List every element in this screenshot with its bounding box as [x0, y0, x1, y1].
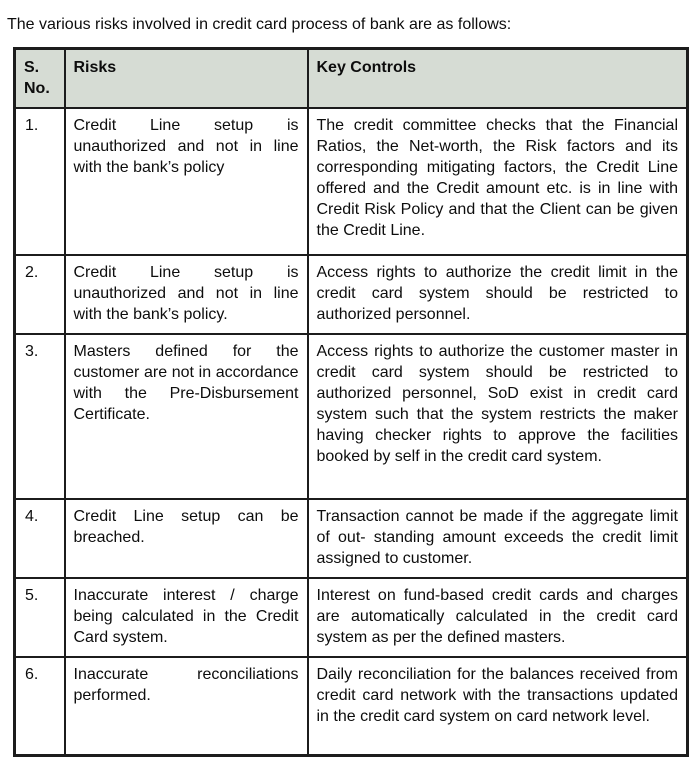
cell-key-control: Access rights to authorize the credit limit in the credit card system should be restricted to authorized personnel. [308, 255, 688, 334]
header-cell-sno: S. No. [15, 49, 65, 109]
cell-key-control: Interest on fund-based credit cards and charges are automatically calculated in the credit card system as per the defined masters. [308, 578, 688, 657]
table-row [15, 499, 688, 578]
cell-risk: Credit Line setup is unauthorized and not in line with the bank’s policy [65, 108, 308, 255]
cell-sno: 4. [15, 499, 65, 578]
cell-key-control: Transaction cannot be made if the aggregate limit of out- standing amount exceeds the credit limit assigned to customer. [308, 499, 688, 578]
cell-sno: 2. [15, 255, 65, 334]
header-cell-risks: Risks [65, 49, 308, 109]
table-row [15, 334, 688, 499]
cell-sno: 3. [15, 334, 65, 499]
cell-risk: Inaccurate reconciliations performed. [65, 657, 308, 755]
cell-risk: Masters defined for the customer are not in accordance with the Pre-Disbursement Certificate. [65, 334, 308, 499]
cell-risk: Credit Line setup is unauthorized and not in line with the bank’s policy. [65, 255, 308, 334]
risks-table [13, 47, 689, 757]
table-row [15, 255, 688, 334]
header-cell-key-controls: Key Controls [308, 49, 688, 109]
table-row [15, 657, 688, 755]
cell-key-control: The credit committee checks that the Financial Ratios, the Net-worth, the Risk factors and its corresponding mitigating factors, the Credit Line offered and the Credit amount etc. is in line with Credit Risk Policy and that the Client can be given the Credit Line. [308, 108, 688, 255]
table-row [15, 108, 688, 255]
cell-sno: 1. [15, 108, 65, 255]
table-header-row [15, 49, 688, 109]
cell-key-control: Daily reconciliation for the balances received from credit card network with the transactions updated in the credit card system on card network level. [308, 657, 688, 755]
intro-text: The various risks involved in credit card process of bank are as follows: [7, 16, 512, 33]
table-row [15, 578, 688, 657]
cell-key-control: Access rights to authorize the customer master in credit card system should be restricted to authorized personnel, SoD exist in credit card system such that the system restricts the maker having checker rights to approve the facilities booked by self in the credit card system. [308, 334, 688, 499]
cell-sno: 5. [15, 578, 65, 657]
cell-risk: Credit Line setup can be breached. [65, 499, 308, 578]
cell-sno: 6. [15, 657, 65, 755]
cell-risk: Inaccurate interest / charge being calculated in the Credit Card system. [65, 578, 308, 657]
